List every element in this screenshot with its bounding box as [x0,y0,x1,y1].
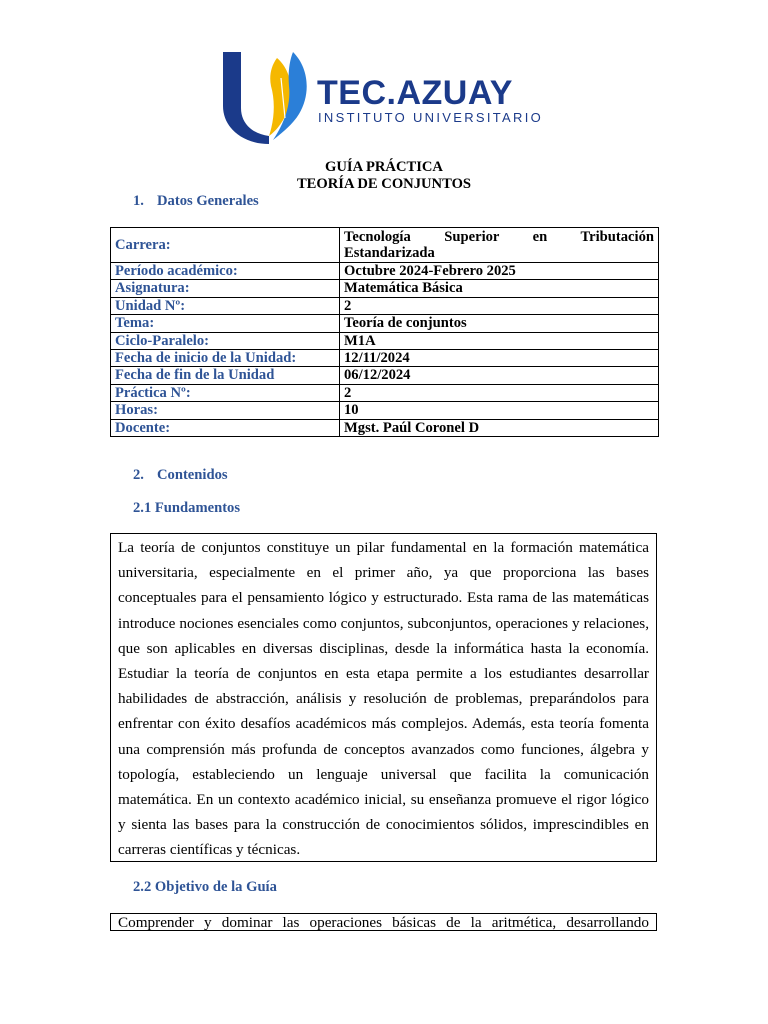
table-label-cell: Carrera: [111,228,340,263]
document-subtitle: TEORÍA DE CONJUNTOS [296,176,472,192]
section-heading-datos-generales [133,193,259,210]
table-value-cell: Octubre 2024-Febrero 2025 [340,263,659,280]
subsection-heading-objetivo: 2.2 Objetivo de la Guía [133,879,277,895]
table-label-cell: Unidad Nº: [111,297,340,314]
table-row [111,419,659,436]
fundamentos-box [110,533,657,862]
table-value-cell: Mgst. Paúl Coronel D [340,419,659,436]
table-value-cell: Teoría de conjuntos [340,315,659,332]
table-row [111,228,659,263]
institution-logo [221,48,551,146]
logo-mark-icon [221,48,317,146]
table-row [111,350,659,367]
table-row [111,263,659,280]
objetivo-paragraph: Comprender y dominar las operaciones básicas de la aritmética, desarrollando [118,914,649,931]
table-row [111,384,659,401]
table-row [111,297,659,314]
table-label-cell: Período académico: [111,263,340,280]
section-heading-contenidos [133,467,228,484]
fundamentos-paragraph: La teoría de conjuntos constituye un pilar fundamental en la formación matemática universitaria, especialmente en el primer año, ya que proporciona las bases conceptuales para el pensamiento lógico y estructurado. Esta rama de las matemáticas introduce nociones esenciales como conjuntos, subconjuntos, operaciones y relaciones, que son aplicables en diversas disciplinas, desde la informática hasta la economía. Estudiar la teoría de conjuntos en esta etapa permite a los estudiantes desarrollar habilidades de abstracción, análisis y resolución de problemas, preparándolos para enfrentar con éxito desafíos académicos más complejos. Además, esta teoría fomenta una comprensión más profunda de conceptos avanzados como funciones, álgebra y topología, estableciendo un lenguaje universal que facilita la comunicación matemática. En un contexto académico inicial, su enseñanza promueve el rigor lógico y sienta las bases para la construcción de conocimientos sólidos, imprescindibles en carreras científicas y técnicas. [118,539,649,859]
section-number: 1. [133,193,144,209]
logo-brand-name: TEC.AZUAY [317,74,513,112]
table-value-cell: 2 [340,384,659,401]
table-value-cell: 12/11/2024 [340,350,659,367]
table-label-cell: Fecha de fin de la Unidad [111,367,340,384]
table-row [111,367,659,384]
table-label-cell: Asignatura: [111,280,340,297]
table-label-cell: Práctica Nº: [111,384,340,401]
table-value-cell: Tecnología Superior en Tributación Estandarizada [340,228,659,263]
section-label: Contenidos [157,467,228,483]
table-value-cell: M1A [340,332,659,349]
general-data-table [110,227,659,437]
document-title: GUÍA PRÁCTICA [325,159,443,175]
table-row [111,332,659,349]
table-value-cell: 10 [340,402,659,419]
table-value-cell: 2 [340,297,659,314]
table-label-cell: Horas: [111,402,340,419]
table-value-cell: 06/12/2024 [340,367,659,384]
table-label-cell: Fecha de inicio de la Unidad: [111,350,340,367]
section-number: 2. [133,467,144,483]
table-value-cell: Matemática Básica [340,280,659,297]
table-label-cell: Docente: [111,419,340,436]
table-label-cell: Ciclo-Paralelo: [111,332,340,349]
table-label-cell: Tema: [111,315,340,332]
logo-subtitle: INSTITUTO UNIVERSITARIO [318,110,544,125]
section-label: Datos Generales [157,193,259,209]
objetivo-box [110,913,657,931]
table-row [111,315,659,332]
table-row [111,402,659,419]
table-row [111,280,659,297]
subsection-heading-fundamentos: 2.1 Fundamentos [133,500,241,516]
